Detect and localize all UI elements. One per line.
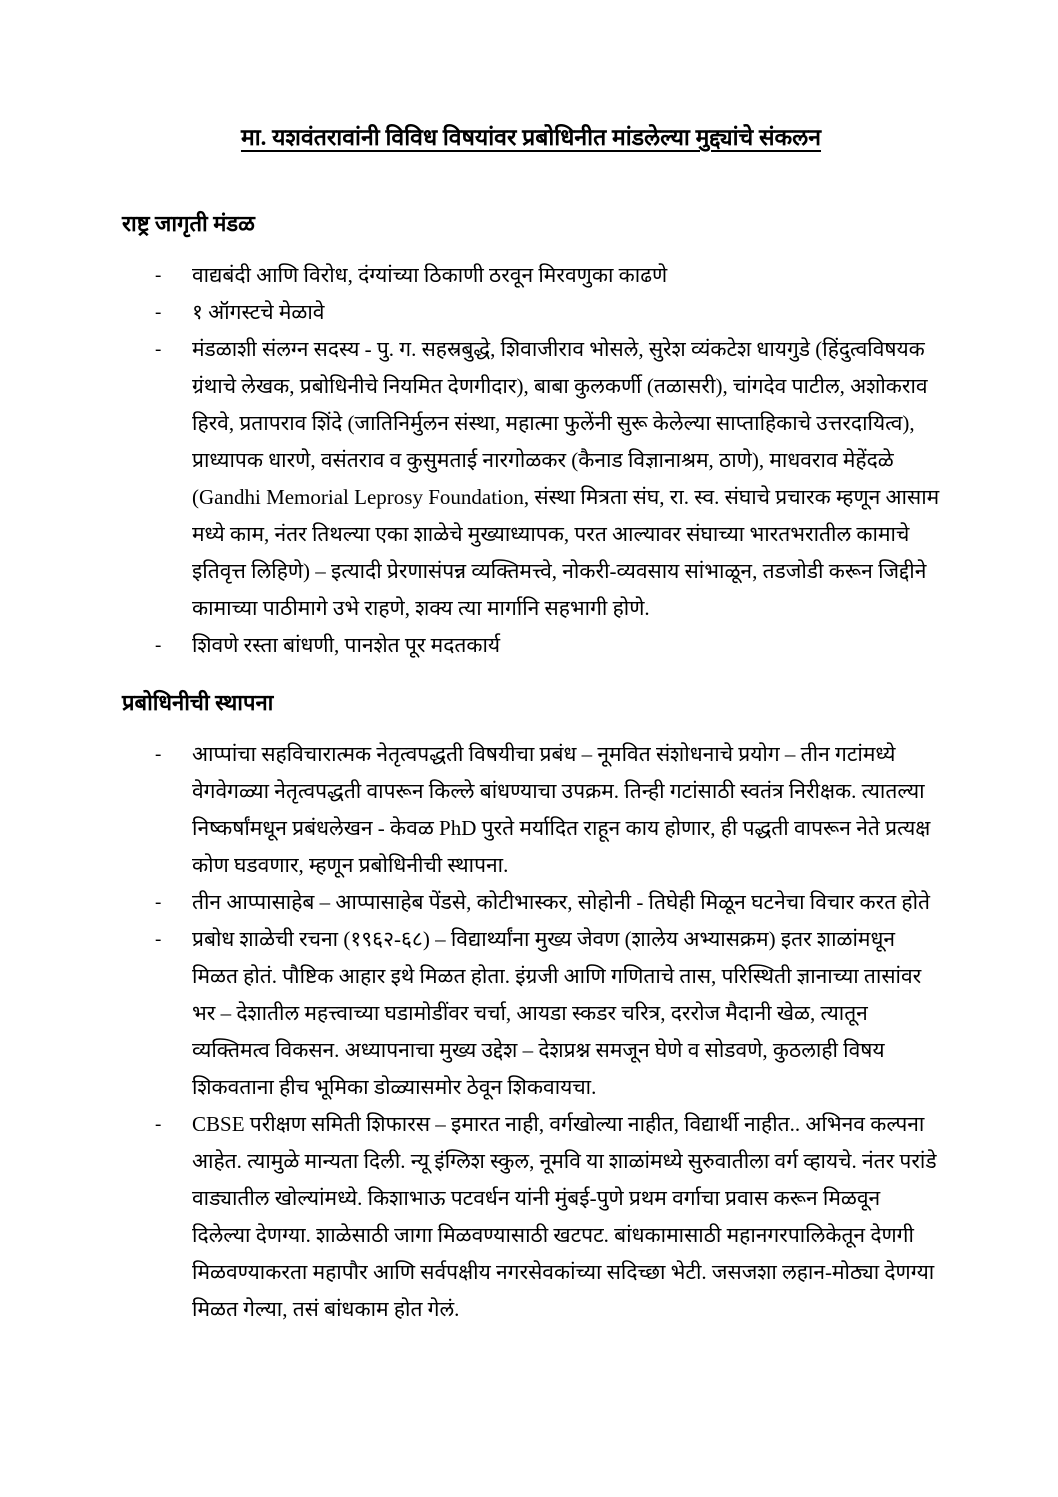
- section: [122, 688, 940, 1328]
- list-item: [122, 257, 940, 294]
- section-heading: प्रबोधिनीची स्थापना: [122, 690, 274, 715]
- bullet-list: [122, 736, 940, 1328]
- list-item: [122, 627, 940, 664]
- list-item: [122, 1106, 940, 1328]
- section-heading: राष्ट्र जागृती मंडळ: [122, 211, 255, 236]
- bullet-text: शिवणे रस्ता बांधणी, पानशेत पूर मदतकार्य: [192, 633, 501, 657]
- document-title: मा. यशवंतरावांनी विविध विषयांवर प्रबोधिनीत मांडलेल्या मुद्द्यांचे संकलन: [240, 125, 822, 150]
- bullet-dash: -: [155, 744, 162, 765]
- bullet-text: मंडळाशी संलग्न सदस्य - पु. ग. सहस्रबुद्धे, शिवाजीराव भोसले, सुरेश व्यंकटेश धायगुडे (हिंदुत्वविषयक ग्रंथाचे लेखक, प्रबोधिनीचे नियमित देणगीदार), बाबा कुलकर्णी (तळासरी), चांगदेव पाटील, अशोकराव हिरवे, प्रतापराव शिंदे (जातिनिर्मुलन संस्था, महात्मा फुलेंनी सुरू केलेल्या साप्ताहिकाचे उत्तरदायित्व), प्राध्यापक धारणे, वसंतराव व कुसुमताई नारगोळकर (कैनाड विज्ञानाश्रम, ठाणे), माधवराव मेहेंदळे (Gandhi Memorial Leprosy Foundation, संस्था मित्रता संघ, रा. स्व. संघाचे प्रचारक म्हणून आसाम मध्ये काम, नंतर तिथल्या एका शाळेचे मुख्याध्यापक, परत आल्यावर संघाच्या भारतभरातील कामाचे इतिवृत्त लिहिणे) – इत्यादी प्रेरणासंपन्न व्यक्तिमत्त्वे, नोकरी-व्यवसाय सांभाळून, तडजोडी करून जिद्दीने कामाच्या पाठीमागे उभे राहणे, शक्य त्या मार्गानि सहभागी होणे.: [192, 337, 940, 620]
- bullet-list: [122, 257, 940, 664]
- bullet-text: वाद्यबंदी आणि विरोध, दंग्यांच्या ठिकाणी ठरवून मिरवणुका काढणे: [192, 263, 668, 287]
- bullet-dash: -: [155, 635, 162, 656]
- bullet-dash: -: [155, 929, 162, 950]
- bullet-text: आप्पांचा सहविचारात्मक नेतृत्वपद्धती विषयीचा प्रबंध – नूमवित संशोधनाचे प्रयोग – तीन गटांमध्ये वेगवेगळ्या नेतृत्वपद्धती वापरून किल्ले बांधण्याचा उपक्रम. तिन्ही गटांसाठी स्वतंत्र निरीक्षक. त्यातल्या निष्कर्षांमधून प्रबंधलेखन - केवळ PhD पुरते मर्यादित राहून काय होणार, ही पद्धती वापरून नेते प्रत्यक्ष कोण घडवणार, म्हणून प्रबोधिनीची स्थापना.: [192, 742, 931, 877]
- bullet-dash: -: [155, 1114, 162, 1135]
- bullet-dash: -: [155, 302, 162, 323]
- section: [122, 209, 940, 664]
- list-item: [122, 331, 940, 627]
- bullet-dash: -: [155, 265, 162, 286]
- list-item: [122, 294, 940, 331]
- bullet-dash: -: [155, 339, 162, 360]
- document-sections: [122, 209, 940, 1328]
- bullet-text: CBSE परीक्षण समिती शिफारस – इमारत नाही, वर्गखोल्या नाहीत, विद्यार्थी नाहीत.. अभिनव कल्पना आहेत. त्यामुळे मान्यता दिली. न्यू इंग्लिश स्कुल, नूमवि या शाळांमध्ये सुरुवातीला वर्ग व्हायचे. नंतर परांडे वाड्यातील खोल्यांमध्ये. किशाभाऊ पटवर्धन यांनी मुंबई-पुणे प्रथम वर्गाचा प्रवास करून मिळवून दिलेल्या देणग्या. शाळेसाठी जागा मिळवण्यासाठी खटपट. बांधकामासाठी महानगरपालिकेतून देणगी मिळवण्याकरता महापौर आणि सर्वपक्षीय नगरसेवकांच्या सदिच्छा भेटी. जसजशा लहान-मोठ्या देणग्या मिळत गेल्या, तसं बांधकाम होत गेलं.: [192, 1112, 937, 1321]
- list-item: [122, 921, 940, 1106]
- bullet-text: तीन आप्पासाहेब – आप्पासाहेब पेंडसे, कोटीभास्कर, सोहोनी - तिघेही मिळून घटनेचा विचार करत होते: [192, 890, 930, 914]
- bullet-text: १ ऑगस्टचे मेळावे: [192, 300, 325, 324]
- list-item: [122, 884, 940, 921]
- bullet-text: प्रबोध शाळेची रचना (१९६२-६८) – विद्यार्थ्यांना मुख्य जेवण (शालेय अभ्यासक्रम) इतर शाळांमधून मिळत होतं. पौष्टिक आहार इथे मिळत होता. इंग्रजी आणि गणिताचे तास, परिस्थिती ज्ञानाच्या तासांवर भर – देशातील महत्त्वाच्या घडामोडींवर चर्चा, आयडा स्कडर चरित्र, दररोज मैदानी खेळ, त्यातून व्यक्तिमत्व विकसन. अध्यापनाचा मुख्य उद्देश – देशप्रश्न समजून घेणे व सोडवणे, कुठलाही विषय शिकवताना हीच भूमिका डोळ्यासमोर ठेवून शिकवायचा.: [192, 927, 922, 1099]
- bullet-dash: -: [155, 892, 162, 913]
- list-item: [122, 736, 940, 884]
